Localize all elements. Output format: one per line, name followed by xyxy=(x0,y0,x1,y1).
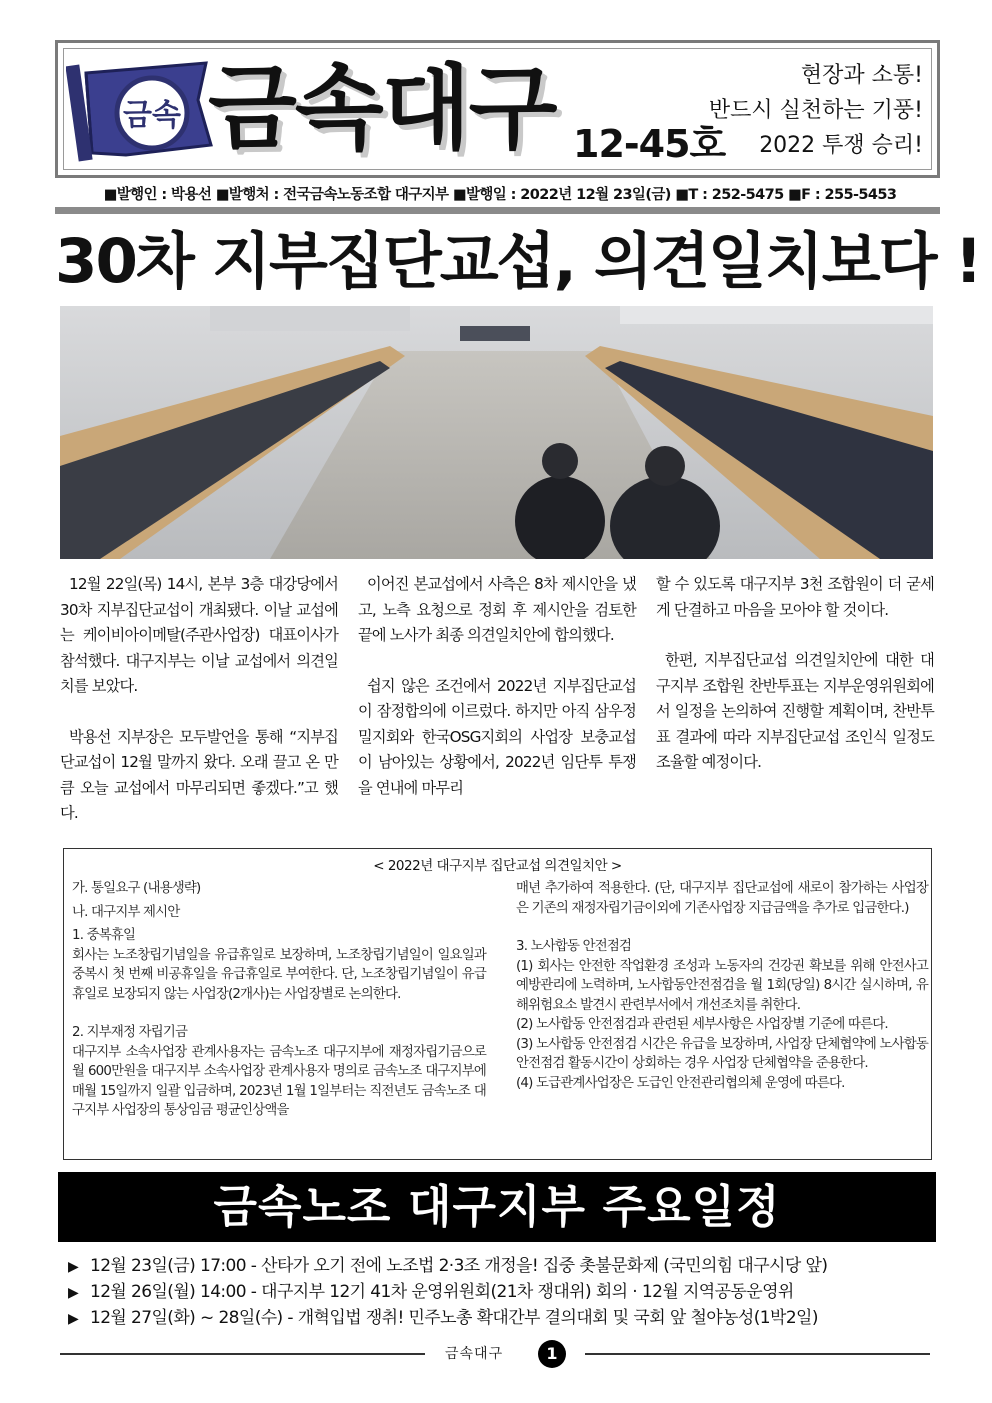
agreement-right-column xyxy=(516,879,928,1093)
agreement-line: 대구지부 소속사업장 관계사용자는 금속노조 대구지부에 재정자립기금으로 월 600만원을 대구지부 소속사업장 관계사용자 명의로 금속노조 대구지부에 매월 15일까지 일괄 입금하며, 2023년 1월 1일부터는 직전년도 금속노조 대구지부 사업장의 통상임금 평균인상액을 xyxy=(72,1044,486,1118)
footer-rule-right xyxy=(585,1353,930,1355)
schedule-item xyxy=(68,1305,938,1331)
agreement-line xyxy=(516,918,928,937)
slogan-2: 반드시 실천하는 기풍! xyxy=(708,98,923,123)
publication-info: ■발행인 : 박용선 ■발행처 : 전국금속노동조합 대구지부 ■발행일 : 2022년 12월 23일(금) ■T : 252-5475 ■F : 255-5453 xyxy=(103,187,897,203)
agreement-line xyxy=(72,1004,486,1023)
schedule-banner: 금속노조 대구지부 주요일정 xyxy=(58,1172,936,1242)
agreement-line: 나. 대구지부 제시안 xyxy=(72,904,180,920)
schedule-item xyxy=(68,1253,938,1279)
union-flag-logo-icon xyxy=(66,55,216,165)
agreement-line: (4) 도급관계사업장은 도급인 안전관리협의체 운영에 따른다. xyxy=(516,1075,845,1091)
agreement-line: 가. 통일요구 (내용생략) xyxy=(72,881,201,896)
agreement-line: 3. 노사합동 안전점검 xyxy=(516,939,632,954)
article-paragraph: 12월 22일(목) 14시, 본부 3층 대강당에서 30차 지부집단교섭이 개최됐다. 이날 교섭에는 케이비아이메탈(주관사업장) 대표이사가 참석했다. 대구지부는 이날 교섭에서 의견일치를 보았다. xyxy=(60,575,338,695)
article-column-2 xyxy=(358,572,636,801)
slogan-3: 2022 투쟁 승리! xyxy=(759,133,923,158)
agreement-left-column xyxy=(72,879,486,1121)
agreement-line: (2) 노사합동 안전점검과 관련된 세부사항은 사업장별 기준에 따른다. xyxy=(516,1017,888,1032)
agreement-title: < 2022년 대구지부 집단교섭 의견일치안 > xyxy=(373,858,622,874)
schedule-text: 12월 27일(화) ~ 28일(수) - 개혁입법 쟁취! 민주노총 확대간부 결의대회 및 국회 앞 철야농성(1박2일) xyxy=(90,1308,818,1328)
agreement-line: 회사는 노조창립기념일을 유급휴일로 보장하며, 노조창립기념일이 일요일과 중복시 첫 번째 비공휴일을 유급휴일로 부여한다. 단, 노조창립기념일이 유급휴일로 보장되지 않는 사업장(2개사)는 사업장별로 논의한다. xyxy=(72,947,486,1002)
article-paragraph: 할 수 있도록 대구지부 3천 조합원이 더 굳세게 단결하고 마음을 모아야 할 것이다. xyxy=(656,575,934,619)
slogan-1: 현장과 소통! xyxy=(800,63,923,88)
agreement-box xyxy=(63,848,932,1160)
article-column-3 xyxy=(656,572,934,776)
article-paragraph: 박용선 지부장은 모두발언을 통해 “지부집단교섭이 12월 말까지 왔다. 오래 끌고 온 만큼 오늘 교섭에서 마무리되면 좋겠다.”고 했다. xyxy=(60,727,338,822)
headline: 30차 지부집단교섭, 의견일치보다 ! xyxy=(55,226,981,297)
header-divider xyxy=(55,207,940,214)
schedule-text: 12월 23일(금) 17:00 - 산타가 오기 전에 노조법 2·3조 개정을! 집중 촛불문화제 (국민의힘 대구시당 앞) xyxy=(90,1256,828,1276)
slogans xyxy=(709,58,923,163)
schedule-item xyxy=(68,1279,938,1305)
schedule-text: 12월 26일(월) 14:00 - 대구지부 12기 41차 운영위원회(21차 쟁대위) 회의 · 12월 지역공동운영위 xyxy=(90,1282,794,1302)
agreement-line: 2. 지부재정 자립기금 xyxy=(72,1025,188,1040)
page-footer xyxy=(60,1340,930,1370)
agreement-line: (3) 노사합동 안전점검 시간은 유급을 보장하며, 사업장 단체협약에 노사합동 안전점검 활동시간이 상회하는 경우 사업장 단체협약을 준용한다. xyxy=(516,1036,928,1071)
triangle-bullet-icon: ▶ xyxy=(68,1285,79,1301)
agreement-line: 매년 추가하여 적용한다. (단, 대구지부 집단교섭에 새로이 참가하는 사업장은 기존의 재정자립기금이외에 기존사업장 지급금액을 추가로 입금한다.) xyxy=(516,881,928,916)
masthead xyxy=(55,40,940,178)
meeting-photo xyxy=(60,306,933,559)
triangle-bullet-icon: ▶ xyxy=(68,1259,79,1275)
schedule-list xyxy=(68,1253,938,1331)
page-number: 1 xyxy=(538,1340,566,1368)
article-paragraph: 쉽지 않은 조건에서 2022년 지부집단교섭이 잠정합의에 이르렀다. 하지만 아직 삼우정밀지회와 한국OSG지회의 사업장 보충교섭이 남아있는 상황에서, 2022년 임단투 투쟁을 연내에 마무리 xyxy=(358,676,636,797)
logo-text: 금속 xyxy=(123,98,181,133)
footer-rule-left xyxy=(60,1353,425,1355)
triangle-bullet-icon: ▶ xyxy=(68,1311,79,1327)
article-paragraph: 한편, 지부집단교섭 의견일치안에 대한 대구지부 조합원 찬반투표는 지부운영위원회에서 일정을 논의하여 진행할 계획이며, 찬반투표 결과에 따라 지부집단교섭 조인식 일정도 조율할 예정이다. xyxy=(656,651,934,771)
paper-title: 금속대구 xyxy=(208,55,556,162)
agreement-line: (1) 회사는 안전한 작업환경 조성과 노동자의 건강권 확보를 위해 안전사고 예방관리에 노력하며, 노사합동안전점검을 월 1회(당일) 8시간 실시하며, 유해위험요소 발견시 관련부서에서 개선조치를 취한다. xyxy=(516,958,928,1013)
issue-number: 12-45호 xyxy=(573,122,726,166)
article-column-1 xyxy=(60,572,338,827)
footer-paper-name: 금속대구 xyxy=(445,1346,504,1362)
article-paragraph: 이어진 본교섭에서 사측은 8차 제시안을 냈고, 노측 요청으로 정회 후 제시안을 검토한 끝에 노사가 최종 의견일치안에 합의했다. xyxy=(358,575,636,644)
agreement-line: 1. 중복휴일 xyxy=(72,928,136,943)
